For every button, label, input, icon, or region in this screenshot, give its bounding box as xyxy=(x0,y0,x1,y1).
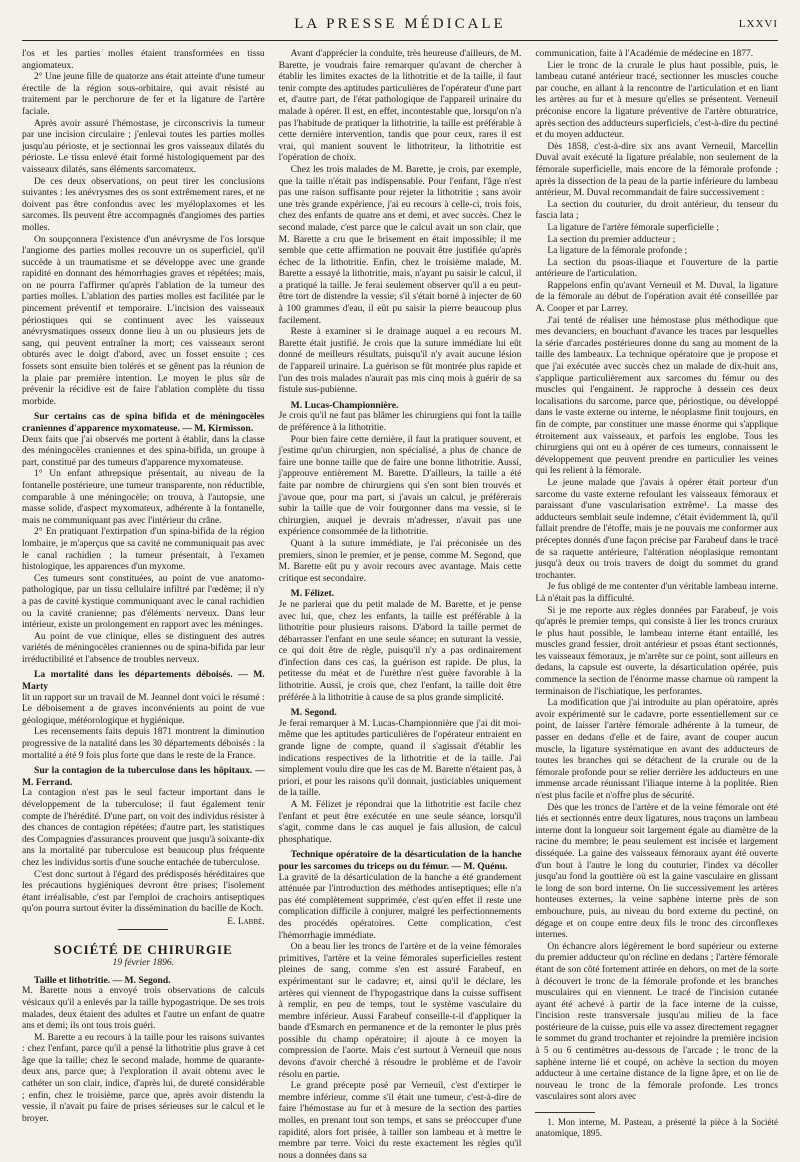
society-title: SOCIÉTÉ DE CHIRURGIE xyxy=(53,941,233,957)
journal-title: LA PRESSE MÉDICALE xyxy=(294,16,506,32)
paragraph: communication, faite à l'Académie de médecine en 1877. xyxy=(535,49,754,59)
paragraph: 2° Une jeune fille de quatorze ans était atteinte d'une tumeur érectile de la région sous-orbitaire, qui avait résisté au traitement par le perchorure de fer et la ligature de l'artère faciale. xyxy=(22,72,265,117)
paragraph: Le jeune malade que j'avais à opérer était porteur d'un sarcome du vaste externe refoulant les vaisseaux fémoraux et paraissant d'une vascularisation extrême¹. La masse des adducteurs semblait seule indemne, c'était évidemment là, qu'il fallait prendre de l'étoffe, mais je ne pouvais me conformer aux préceptes donnés d'une façon précise par Farabeuf dans le tracé de sa raquette antérieure, l'altération néoplasique remontant jusqu'à deux ou trois travers de doigt du sommet du grand trochanter. xyxy=(535,477,779,581)
paragraph: Je ne parlerai que du petit malade de M. Barette, et je pense avec lui, que, chez les enfants, la taille est préférable à la lithotritie pour plusieurs raisons. D'abord la taille permet de débarrasser l'enfant en une seule séance; en suturant la vessie, ce qui doit être de règle, puisqu'il n'y a pas ordinairement d'infection dans ces cas, la guérison est rapide. De plus, la petitesse du méat et de l'urèthre n'est guère favorable à la lithotritie. Aussi, je crois que, chez l'enfant, la taille doit être préférée à la lithotritie à cause de sa plus grande simplicité. xyxy=(278,599,522,703)
section-heading: M. Félizet. xyxy=(290,588,335,600)
paragraph: M. Barette a eu recours à la taille pour les raisons suivantes : chez l'enfant, parce qu'il a pensé la lithotritie plus grave à cet âge que la taille; chez le second malade, homme de quarante-deux ans, parce que; à l'exploration il avait obtenu avec le cathéter un son clair, indice, d'après lui, de dureté considérable ; enfin, chez le troisième, parce que, après avoir distendu la vessie, il n'avait pu faire de prises sérieuses sur le calcul et le broyer. xyxy=(22,1032,265,1124)
section-heading: Technique opératoire de la désarticulation de la hanche pour les sarcomes du triceps ou du fémur. — M. Quénu. xyxy=(278,849,522,872)
session-date: 19 février 1896. xyxy=(112,957,175,969)
paragraph: La section du psoas-iliaque et l'ouverture de la partie antérieure de l'articulation. xyxy=(535,257,779,280)
paragraph: Après avoir assuré l'hémostase, je circonscrivis la tumeur par une incision circulaire ; j'enlevai toutes les parties molles jusqu'au périoste, et je sectionnai les gros vaisseaux dilatés du périoste. Le tissu enlevé était formé histologiquement par des vaisseaux dilatés, sans éléments sarcomateux. xyxy=(22,118,265,175)
paragraph: 1° Un enfant athrepsique présentait, au niveau de la fontanelle postérieure, une tumeur transparente, non réductible, comparable à une méningocèle; on trouva, à l'autopsie, une masse solide, d'aspect myxomateux, adhérente à la fontanelle, mais ne communiquant pas avec l'intérieur du crâne. xyxy=(22,469,265,526)
paragraph: On soupçonnera l'existence d'un anévrysme de l'os lorsque l'angiome des parties molles recouvre un os superficiel, qu'il succède à un traumatisme et se développe avec une grande rapidité en donnant des hémorrhagies graves et répétées; mais, on ne pourra l'affirmer qu'après l'ablation de la tumeur des parties molles. L'ablation des parties molles est facilitée par le pincement préventif et temporaire. L'incision des vaisseaux périostiques qui se continuent avec les vaisseaux anévrysmatiques osseux donne lieu à un ou plusieurs jets de sang, qui peuvent entraîner la mort; ces vaisseaux seront obturés avec le doigt d'abord, avec un fosset ensuite ; ces fossets sont ensuite bien tolérés et se gênent pas la réunion de la plaie par première intention. Le moyen le plus sûr de prévenir la récidive est de faire l'ablation complète du tissu morbide. xyxy=(22,234,265,407)
paragraph: Je ferai remarquer à M. Lucas-Championnière que j'ai dit moi-même que les aptitudes particulières de l'opérateur entraient en grande ligne de compte, quand il s'agissait d'établir les indications respectives de la lithotritie et de la taille. J'ai simplement voulu dire que les cas de M. Barette n'étaient pas, à priori, et pour les raisons qu'il donnait, justiciables uniquement de la taille. xyxy=(278,718,522,799)
paragraph: Chez les trois malades de M. Barette, je crois, par exemple, que la taille n'était pas indispensable. Pour l'enfant, l'âge n'est pas une raison suffisante pour rejeter la lithotritie ; sans avoir une très grande expérience, j'ai eu recours à celle-ci, trois fois, chez des enfants de quatre ans et demi, et avec succès. Chez le second malade, c'est parce que le calcul avait un son clair, que M. Barette a cru que le brisement en était impossible; il me semble que cette affirmation ne pouvait être justifiée qu'après échec de la lithotritie. Enfin, chez le troisième malade, M. Barette a essayé la lithotritie, mais, n'ayant pu saisir le calcul, il a pratiqué la taille. Je ferai seulement observer qu'il a eu peut-être tort de distendre la vessie; s'il s'était borné à injecter de 60 à 100 grammes d'eau, il eût pu saisir la pierre beaucoup plus facilement. xyxy=(278,164,522,326)
paragraph: Pour bien faire cette dernière, il faut la pratiquer souvent, et j'estime qu'un chirurgien, non spécialisé, a plus de chance de faire une bonne taille que de faire une bonne lithotritie. Aussi, j'approuve entièrement M. Barette. D'ailleurs, la taille a été faite par nombre de chirurgiens qui s'en sont bien trouvés et j'avoue que, pour ma part, si j'avais un calcul, je préférerais subir la taille que de voir fourgonner dans ma vessie, si le chirurgien, auquel je devrais m'adresser, n'avait pas une expérience consommée de la lithotritie. xyxy=(278,434,522,538)
paragraph: Je crois qu'il ne faut pas blâmer les chirurgiens qui font la taille de préférence à la lithotritie. xyxy=(278,411,522,433)
paragraph: On échancre alors légèrement le bord supérieur ou externe du premier adducteur qu'on récline en dedans ; l'artère fémorale étant de son côté fortement attirée en dehors, on met de la sorte à découvert le tronc de la fémorale profonde et les branches musculaires qui en viennent. Le tracé de l'incision cutanée ayant été achevé à partir de la face interne de la cuisse, l'incision reste transversale jusqu'au milieu de la face postérieure de la cuisse, puis elle va assez directement regagner le sommet du grand trochanter et rejoindre la première incision à 5 ou 6 centimètres au-dessous de l'arcade ; le tronc de la saphène interne lié et coupé, on achève la section du moyen adducteur à une certaine distance de la ligne âpre, et on lie de nouveau le tronc de la fémorale profonde. Les troncs vasculaires sont alors avec xyxy=(535,941,779,1103)
paragraph: l'os et les parties molles étaient transformées en tissu angiomateux. xyxy=(22,49,265,71)
paragraph: La section du couturier, du droit antérieur, du tenseur du fascia lata ; xyxy=(535,199,779,222)
column-middle xyxy=(278,49,522,1161)
paragraph: Au point de vue clinique, elles se distinguent des autres variétés de méningocèles craniennes ou de spina-bifida par leur irréductibilité et l'absence de troubles nerveux. xyxy=(22,631,265,665)
footnote: 1. Mon interne, M. Pasteau, a présenté la pièce à la Société anatomique, 1895. xyxy=(535,1117,779,1139)
paragraph: J'ai tenté de réaliser une hémostase plus méthodique que mes devanciers, en bouchant d'avance les traces par lesquelles la série d'arcades postérieures donne du sang au moment de la taille des lambeaux. La technique opératoire que je propose et que j'ai exécutée avec succès chez un malade de dix-huit ans, s'applique particulièrement aux sarcomes du fémur ou des muscles qui l'engainent. Je rapproche à dessein ces deux localisations du sarcome, parce que, périostique, ou développé dans le vaste externe ou interne, le néoplasme finit toujours, en fin de compte, par constituer une masse énorme qui s'applique étroitement aux vaisseaux, et parfois les englobe. Tous les chirurgiens qui ont eu à opérer de ces tumeurs, connaissent le développement que peuvent prendre en particulier les veines qui les relient à la fémorale. xyxy=(535,315,779,477)
paragraph: Avant d'apprécier la conduite, très heureuse d'ailleurs, de M. Barette, je voudrais faire remarquer qu'avant de chercher à établir les limites exactes de la lithotritie et de la taille, il faut tenir compte des aptitudes particulières de l'opérateur d'une part et, d'autre part, de l'état pathologique de l'appareil urinaire du malade à opérer. Il est, en effet, incontestable que, lorsqu'on n'a pas l'habitude de pratiquer la lithotritie, la taille est préférable à cette dernière intervention, tandis que pour ceux, rares il est vrai, qui manient souvent le lithotriteur, la lithotritie est l'opération de choix. xyxy=(278,49,522,164)
section-heading: La mortalité dans les départements déboisés. — M. Marty xyxy=(22,669,265,693)
section-heading: Sur certains cas de spina bifida et de méningocèles craniennes d'apparence myxomateuse. — M. Kirmisson. xyxy=(22,411,265,434)
paragraph: 2° En pratiquant l'extirpation d'un spina-bifida de la région lombaire, je m'aperçus que sa cavité ne communiquait pas avec le canal rachidien ; la tumeur présentait, à l'examen histologique, les apparences d'un myxome. xyxy=(22,527,265,573)
paragraph: La gravité de la désarticulation de la hanche a été grandement atténuée par l'introduction des méthodes antiseptiques; elle n'a pas été complètement supprimée, c'est qu'en effet il reste une complication difficile à conjurer, malgré les perfectionnements des procédés opératoires. Cette complication, c'est l'hémorrhagie immédiate. xyxy=(278,872,522,941)
column-left xyxy=(22,49,265,1124)
paragraph: C'est donc surtout à l'égard des prédisposés héréditaires que les précautions hygiéniques devront être prises; l'isolement étant irréalisable, c'est par l'emploi de crachoirs antiseptiques qu'on pourra surtout éviter la dissémination du bacille de Koch. xyxy=(22,869,265,915)
paragraph: Lier le tronc de la crurale le plus haut possible, puis, le lambeau cutané antérieur tracé, sectionner les muscles couche par couche, en allant à la rencontre de l'articulation et en liant les artères au fur et à mesure qu'elles se présentent. Verneuil préconise encore la ligature préventive de l'artère obturatrice, après section des adducteurs superficiels, c'est-à-dire du pectiné et du moyen adducteur. xyxy=(535,60,779,141)
paragraph: Deux faits que j'ai observés me portent à établir, dans la classe des méningocèles craniennes et des spina-bifida, un groupe à part, constitué par des tumeurs d'apparence myxomateuse. xyxy=(22,434,265,468)
paragraph: Ces tumeurs sont constituées, au point de vue anatomo-pathologique, par un tissu cellulaire infiltré par l'œdème; il n'y a pas de cavité kystique communiquant avec le canal rachidien ou la cavité cranienne; pas d'éléments nerveux. Dans leur intérieur, existe un prolongement en rapport avec les méninges. xyxy=(22,573,265,631)
paragraph: Rappelons enfin qu'avant Verneuil et M. Duval, la ligature de la fémorale au début de l'opération avait été conseillée par A. Cooper et par Larrey. xyxy=(535,280,779,315)
paragraph: Si je me reporte aux règles données par Farabeuf, je vois qu'après le premier temps, qui consiste à lier les troncs cruraux le plus haut possible, le lambeau interne étant entaillé, les muscles grand fessier, droit antérieur et psoas étant sectionnés, les vaisseaux fémoraux, je m'arrête sur ce point, sont ailleurs en dedans, la capsule est ouverte, la désarticulation opérée, puis commence la section de l'énorme masse charnue où rampent la terminaison de l'ischiatique, les perforantes. xyxy=(535,605,779,697)
paragraph: On a beau lier les troncs de l'artère et de la veine fémorales primitives, l'artère et la veine fémorales superficielles restent pleines de sang, comme s'en est assuré Farabeuf, en expérimentant sur le cadavre; et, ainsi qu'il le déclare, les artères qui viennent de l'hypogastrique dans la cuisse suffisent à remplir, en peu de temps, tout le système vasculaire du membre inférieur. Aussi Farabeuf conseille-t-il d'appliquer la bande d'Esmarch en permanence et de la remonter le plus près possible du champ opératoire; il ajoute à ce moyen la compression de l'aorte. Mais c'est surtout à Verneuil que nous devons d'avoir cherché à résoudre le problème et de l'avoir résolu en partie. xyxy=(278,942,522,1080)
columns xyxy=(22,49,779,1161)
paragraph: La ligature de l'artère fémorale superficielle ; xyxy=(547,222,719,233)
page-header xyxy=(22,14,778,41)
paragraph: M. Barette nous a envoyé trois observations de calculs vésicaux qu'il a enlevés par la taille hypogastrique. De ses trois malades, deux étaient des adultes et l'autre un enfant de quatre ans et demi; ils ont tous trois guéri. xyxy=(22,986,265,1032)
paragraph: La contagion n'est pas le seul facteur important dans le développement de la tuberculose; il faut également tenir compte de l'hérédité. D'une part, on voit des individus résister à des chances de contagion répétées; d'autre part, les statistiques des Compagnies d'assurances prouvent que jusqu'à soixante-dix ans la mortalité par tuberculose est beaucoup plus fréquente chez les individus sortis d'une souche entachée de tuberculose. xyxy=(22,788,265,868)
paragraph: De ces deux observations, on peut tirer les conclusions suivantes : les anévrysmes des os sont extrêmement rares, et ne doivent pas être confondus avec les myéloplaxomes et les sarcomes. Ils peuvent être accompagnés d'angiomes des parties molles. xyxy=(22,176,265,233)
paragraph: Quant à la suture immédiate, je l'ai préconisée un des premiers, sinon le premier, et je pense, comme M. Segond, que M. Barette eût pu y avoir recours avec avantage. Mais cette critique est secondaire. xyxy=(278,538,522,584)
section-heading: Sur la contagion de la tuberculose dans les hôpitaux. — M. Ferrand. xyxy=(22,765,265,788)
section-heading: M. Segond. xyxy=(290,707,337,719)
paragraph: Reste à examiner si le drainage auquel a eu recours M. Barette était justifié. Je crois que la suture immédiate lui eût donné de meilleurs résultats, puisqu'il n'y avait aucune lésion de l'appareil urinaire. La guérison se fût montrée plus rapide et l'un des trois malades n'aurait pas mis cinq mois à guérir de sa fistule sus-pubienne. xyxy=(278,327,522,396)
paragraph: Les recensements faits depuis 1871 montrent la diminution progressive de la natalité dans les 30 départements déboisés : la mortalité a été 9 fois plus forte que dans le reste de la France. xyxy=(22,727,265,761)
footnote-divider xyxy=(535,1112,595,1113)
column-right xyxy=(535,49,779,1139)
paragraph: Le grand précepte posé par Verneuil, c'est d'extirper le membre inférieur, comme s'il était une tumeur, c'est-à-dire de faire l'hémostase au fur et à mesure de la section des parties molles, en prenant tout son temps, et sans se préoccuper d'une rapidité, alors fort prisée, à tailler son lambeau et à mettre le membre par terre. Voici du reste exactement les règles qu'il nous a données dans sa xyxy=(278,1081,522,1161)
section-heading: Taille et lithotritie. — M. Segond. xyxy=(34,974,171,986)
paragraph: La section du premier adducteur ; xyxy=(547,234,676,245)
page-number: LXXVI xyxy=(738,18,778,30)
paragraph: La modification que j'ai introduite au plan opératoire, après avoir expérimenté sur le cadavre, porte essentiellement sur ce point, de laisser l'artère fémorale adhérente à la tumeur, de passer en dedans d'elle et de faire, avant de couper aucun muscle, la ligature systématique en avant des adducteurs de toutes les branches qui se détachent de la crurale ou de la fémorale profonde pour se relier derrière les adducteurs en une immense arcade réunissant l'iliaque interne à la poplitée. Rien n'est plus facile et n'offre plus de sécurité. xyxy=(535,698,779,801)
author-signature: E. Labbé. xyxy=(227,916,265,927)
paragraph: A M. Félizet je répondrai que la lithotritie est facile chez l'enfant et peut être exécutée en une seule séance, lorsqu'il s'agit, comme dans le cas auquel je fais allusion, de calcul phosphatique. xyxy=(278,800,522,845)
section-heading: M. Lucas-Championnière. xyxy=(290,399,399,411)
paragraph: Dès que les troncs de l'artère et de la veine fémorale ont été liés et sectionnés entre deux ligatures, nous traçons un lambeau interne dont la longueur soit largement égale au diamètre de la racine du membre; le peau seulement est incisée et largement disséquée. La gaine des vaisseaux fémoraux ayant été ouverte d'un bout à l'autre le long du couturier, l'index va décoller jusqu'au fond la gouttière où est la gaine vasculaire en glissant le long de son bord interne. On lie successivement les artères honteuses externes, la veine saphène interne près de son embouchure, puis, au niveau du bord externe du pectiné, on dégage et on coupe entre deux fils le tronc des circonflexes internes. xyxy=(535,802,779,941)
paragraph: La ligature de la fémorale profonde ; xyxy=(547,246,688,257)
paragraph: lit un rapport sur un travail de M. Jeannel dont voici le résumé : Le déboisement a de graves inconvénients au point de vue géologique, météorologique et hygiénique. xyxy=(22,692,265,726)
title-rule xyxy=(118,929,168,930)
paragraph: Dès 1858, c'est-à-dire six ans avant Verneuil, Marcellin Duval avait exécuté la ligature préalable, non seulement de la fémorale superficielle, mais encore de la fémorale profonde ; après la dissection de la peau de la partie inférieure du lambeau antérieur, M. Duval recommandait de faire successivement : xyxy=(535,141,779,199)
paragraph: Je fus obligé de me contenter d'un véritable lambeau interne. Là n'était pas la difficulté. xyxy=(535,582,779,604)
